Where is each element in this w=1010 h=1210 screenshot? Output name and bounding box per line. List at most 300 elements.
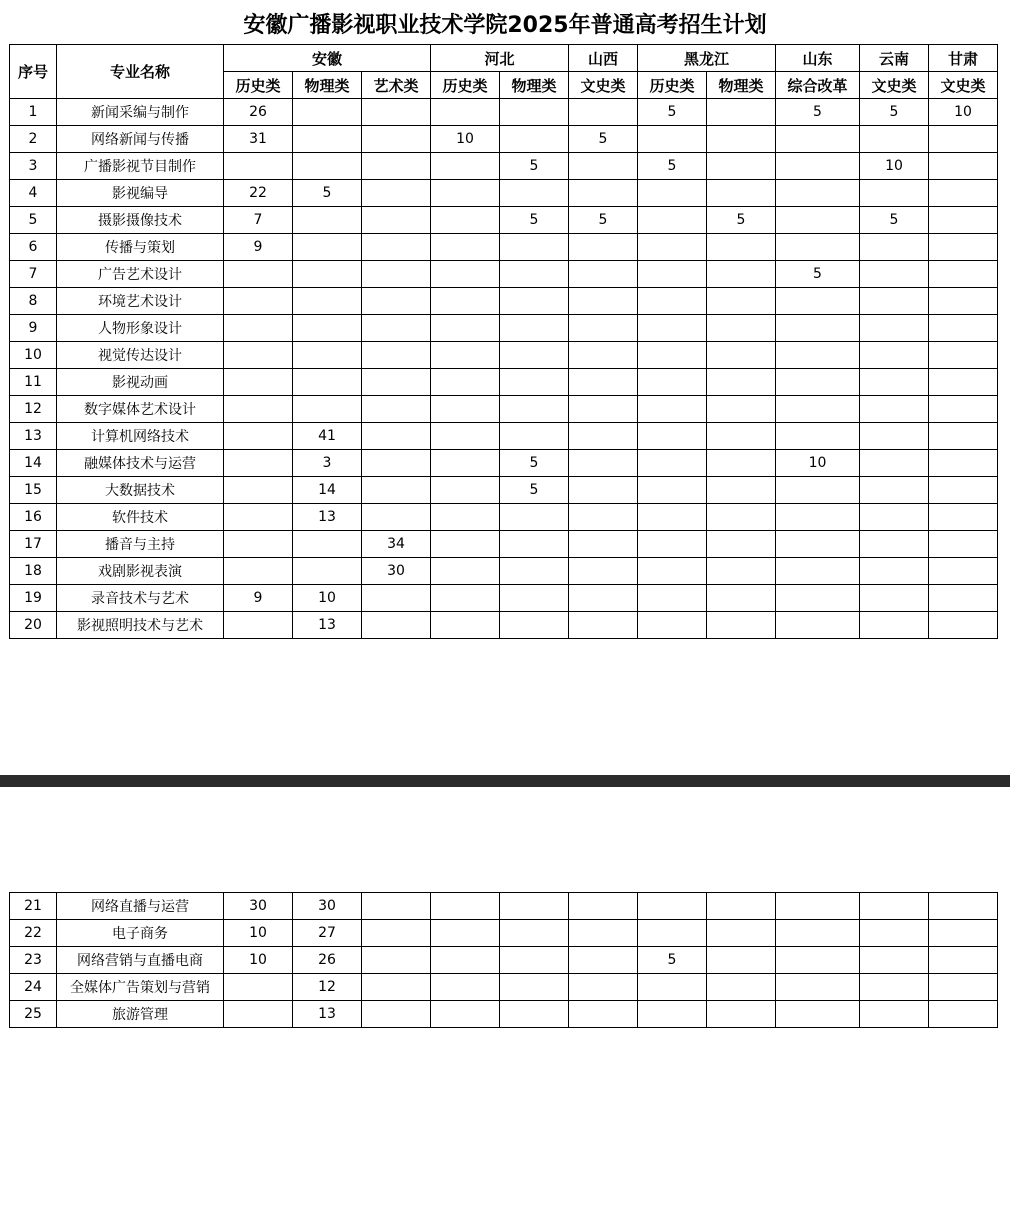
row-seq: 21 (10, 893, 57, 920)
row-quota (362, 947, 431, 974)
row-quota (707, 920, 776, 947)
row-seq: 5 (10, 207, 57, 234)
row-quota: 22 (224, 180, 293, 207)
header-category: 历史类 (431, 72, 500, 99)
row-quota (929, 1001, 998, 1028)
row-quota (707, 180, 776, 207)
row-quota (707, 423, 776, 450)
row-quota (500, 531, 569, 558)
row-quota (929, 423, 998, 450)
row-quota (638, 612, 707, 639)
row-seq: 12 (10, 396, 57, 423)
header-category: 文史类 (929, 72, 998, 99)
table-row (10, 531, 998, 558)
row-quota (362, 153, 431, 180)
table-row (10, 558, 998, 585)
table-row (10, 207, 998, 234)
row-seq: 9 (10, 315, 57, 342)
row-quota: 5 (638, 99, 707, 126)
row-quota (224, 974, 293, 1001)
row-quota (929, 504, 998, 531)
row-quota (500, 504, 569, 531)
row-quota: 5 (500, 477, 569, 504)
row-quota (431, 315, 500, 342)
row-quota: 30 (224, 893, 293, 920)
row-major: 传播与策划 (57, 234, 224, 261)
header-province: 甘肃 (929, 45, 998, 72)
row-quota (293, 531, 362, 558)
row-quota (293, 153, 362, 180)
row-seq: 11 (10, 369, 57, 396)
table-row (10, 180, 998, 207)
row-quota (362, 920, 431, 947)
row-quota (569, 893, 638, 920)
row-quota: 10 (776, 450, 860, 477)
row-quota (569, 974, 638, 1001)
row-quota: 5 (860, 207, 929, 234)
row-major: 播音与主持 (57, 531, 224, 558)
row-quota (638, 893, 707, 920)
row-major: 计算机网络技术 (57, 423, 224, 450)
row-quota (431, 180, 500, 207)
row-major: 摄影摄像技术 (57, 207, 224, 234)
row-seq: 4 (10, 180, 57, 207)
row-quota (362, 342, 431, 369)
row-major: 旅游管理 (57, 1001, 224, 1028)
table-row (10, 369, 998, 396)
row-quota (707, 153, 776, 180)
row-quota (776, 504, 860, 531)
header-category: 历史类 (638, 72, 707, 99)
row-quota (362, 126, 431, 153)
row-quota (638, 342, 707, 369)
row-quota: 13 (293, 1001, 362, 1028)
row-quota (569, 450, 638, 477)
row-quota (431, 396, 500, 423)
header-major: 专业名称 (57, 45, 224, 99)
table-row (10, 450, 998, 477)
row-quota (638, 369, 707, 396)
row-quota (431, 974, 500, 1001)
row-quota (569, 1001, 638, 1028)
row-quota (707, 1001, 776, 1028)
row-quota (431, 477, 500, 504)
row-quota: 5 (638, 153, 707, 180)
row-quota (569, 99, 638, 126)
row-quota (929, 207, 998, 234)
row-quota (638, 974, 707, 1001)
row-quota (929, 288, 998, 315)
row-quota (224, 288, 293, 315)
row-seq: 3 (10, 153, 57, 180)
row-quota (860, 531, 929, 558)
row-quota (431, 288, 500, 315)
page-divider (0, 775, 1010, 787)
row-quota (362, 315, 431, 342)
row-quota (224, 531, 293, 558)
row-quota (929, 612, 998, 639)
row-seq: 14 (10, 450, 57, 477)
enrollment-table (9, 44, 998, 639)
row-quota (293, 558, 362, 585)
row-quota: 14 (293, 477, 362, 504)
row-quota (431, 207, 500, 234)
row-major: 影视照明技术与艺术 (57, 612, 224, 639)
row-quota (224, 423, 293, 450)
row-quota: 5 (860, 99, 929, 126)
row-seq: 2 (10, 126, 57, 153)
row-quota: 34 (362, 531, 431, 558)
row-quota (500, 1001, 569, 1028)
row-quota (707, 974, 776, 1001)
row-quota: 5 (500, 207, 569, 234)
row-quota (707, 504, 776, 531)
row-quota (293, 234, 362, 261)
row-quota (500, 920, 569, 947)
row-quota (776, 893, 860, 920)
row-quota (638, 261, 707, 288)
row-quota: 13 (293, 504, 362, 531)
row-seq: 19 (10, 585, 57, 612)
row-quota (929, 531, 998, 558)
row-quota (638, 504, 707, 531)
row-quota (293, 261, 362, 288)
row-quota (224, 558, 293, 585)
row-quota (860, 1001, 929, 1028)
row-quota: 10 (224, 947, 293, 974)
row-quota (362, 99, 431, 126)
header-category: 文史类 (860, 72, 929, 99)
row-major: 软件技术 (57, 504, 224, 531)
row-seq: 8 (10, 288, 57, 315)
row-quota (362, 180, 431, 207)
header-category: 历史类 (224, 72, 293, 99)
table-row (10, 612, 998, 639)
row-quota (362, 288, 431, 315)
row-quota (707, 612, 776, 639)
enrollment-table-continued (9, 892, 998, 1028)
row-quota: 5 (293, 180, 362, 207)
row-major: 环境艺术设计 (57, 288, 224, 315)
row-quota (929, 893, 998, 920)
row-major: 影视动画 (57, 369, 224, 396)
row-quota (569, 369, 638, 396)
row-quota (362, 423, 431, 450)
row-quota (776, 207, 860, 234)
row-quota (500, 585, 569, 612)
row-quota (707, 477, 776, 504)
row-quota (431, 450, 500, 477)
header-province: 山东 (776, 45, 860, 72)
row-quota (776, 153, 860, 180)
row-quota: 27 (293, 920, 362, 947)
header-category: 艺术类 (362, 72, 431, 99)
row-quota (569, 315, 638, 342)
row-quota (431, 261, 500, 288)
row-seq: 16 (10, 504, 57, 531)
header-seq: 序号 (10, 45, 57, 99)
row-quota (860, 234, 929, 261)
row-quota (500, 396, 569, 423)
row-quota: 26 (224, 99, 293, 126)
row-quota: 5 (707, 207, 776, 234)
row-quota (707, 126, 776, 153)
row-quota (860, 920, 929, 947)
row-quota (569, 234, 638, 261)
row-seq: 22 (10, 920, 57, 947)
header-category: 物理类 (293, 72, 362, 99)
row-quota (776, 477, 860, 504)
row-quota: 5 (500, 450, 569, 477)
header-category: 文史类 (569, 72, 638, 99)
row-quota (224, 261, 293, 288)
row-quota (224, 396, 293, 423)
row-quota (569, 423, 638, 450)
row-quota (569, 585, 638, 612)
row-quota (431, 153, 500, 180)
row-quota: 10 (293, 585, 362, 612)
row-quota: 26 (293, 947, 362, 974)
row-quota (707, 893, 776, 920)
row-quota (929, 920, 998, 947)
row-quota (500, 126, 569, 153)
row-quota: 7 (224, 207, 293, 234)
row-quota (638, 477, 707, 504)
header-province: 黑龙江 (638, 45, 776, 72)
table-row (10, 234, 998, 261)
row-quota (929, 369, 998, 396)
table-row (10, 1001, 998, 1028)
row-quota (293, 396, 362, 423)
row-quota (929, 477, 998, 504)
row-quota (707, 99, 776, 126)
row-seq: 23 (10, 947, 57, 974)
row-quota (569, 947, 638, 974)
row-quota (776, 423, 860, 450)
row-quota (860, 612, 929, 639)
row-quota (860, 893, 929, 920)
row-quota (776, 396, 860, 423)
row-quota (293, 288, 362, 315)
row-quota (929, 974, 998, 1001)
row-quota (776, 974, 860, 1001)
row-quota (860, 261, 929, 288)
row-quota (569, 261, 638, 288)
row-quota (929, 585, 998, 612)
row-quota: 31 (224, 126, 293, 153)
row-quota (569, 612, 638, 639)
row-quota (929, 315, 998, 342)
row-quota: 30 (293, 893, 362, 920)
row-seq: 18 (10, 558, 57, 585)
row-quota (431, 504, 500, 531)
table-row (10, 261, 998, 288)
row-quota (569, 920, 638, 947)
row-quota (569, 558, 638, 585)
row-quota: 3 (293, 450, 362, 477)
row-seq: 20 (10, 612, 57, 639)
row-quota (569, 477, 638, 504)
row-quota (776, 288, 860, 315)
row-quota: 9 (224, 234, 293, 261)
row-quota (707, 450, 776, 477)
row-quota: 5 (569, 207, 638, 234)
row-quota (860, 288, 929, 315)
row-quota (224, 477, 293, 504)
row-quota (500, 612, 569, 639)
row-quota (929, 342, 998, 369)
row-seq: 7 (10, 261, 57, 288)
row-quota (860, 974, 929, 1001)
row-quota (707, 315, 776, 342)
row-quota (362, 1001, 431, 1028)
row-quota (431, 99, 500, 126)
row-quota (431, 234, 500, 261)
row-quota (431, 369, 500, 396)
row-quota (638, 450, 707, 477)
row-quota (362, 234, 431, 261)
row-quota (929, 234, 998, 261)
row-quota (707, 369, 776, 396)
row-quota (293, 342, 362, 369)
header-category: 综合改革 (776, 72, 860, 99)
row-quota (362, 612, 431, 639)
row-seq: 1 (10, 99, 57, 126)
row-quota (362, 974, 431, 1001)
table-row (10, 423, 998, 450)
row-quota (500, 369, 569, 396)
row-quota: 12 (293, 974, 362, 1001)
table-row (10, 396, 998, 423)
row-major: 全媒体广告策划与营销 (57, 974, 224, 1001)
row-quota (500, 234, 569, 261)
row-major: 人物形象设计 (57, 315, 224, 342)
row-quota (638, 288, 707, 315)
row-quota (860, 369, 929, 396)
row-quota (638, 531, 707, 558)
row-quota (929, 261, 998, 288)
row-quota (431, 612, 500, 639)
row-quota (362, 450, 431, 477)
row-quota (293, 126, 362, 153)
row-quota (638, 234, 707, 261)
row-quota (500, 315, 569, 342)
row-quota (707, 342, 776, 369)
row-major: 广播影视节目制作 (57, 153, 224, 180)
row-quota (638, 315, 707, 342)
row-quota (929, 396, 998, 423)
row-quota (431, 342, 500, 369)
row-quota (776, 1001, 860, 1028)
row-quota (707, 585, 776, 612)
row-quota (929, 126, 998, 153)
header-category: 物理类 (707, 72, 776, 99)
row-quota (569, 531, 638, 558)
row-quota (362, 585, 431, 612)
row-quota (776, 126, 860, 153)
row-quota (569, 396, 638, 423)
row-quota (638, 920, 707, 947)
table-row (10, 315, 998, 342)
row-quota (929, 450, 998, 477)
row-major: 数字媒体艺术设计 (57, 396, 224, 423)
table-row (10, 920, 998, 947)
row-seq: 10 (10, 342, 57, 369)
row-quota: 10 (929, 99, 998, 126)
row-quota: 10 (860, 153, 929, 180)
row-quota (500, 947, 569, 974)
row-quota (776, 342, 860, 369)
row-quota (569, 288, 638, 315)
row-quota (431, 920, 500, 947)
row-quota (431, 893, 500, 920)
row-major: 视觉传达设计 (57, 342, 224, 369)
row-quota (362, 261, 431, 288)
row-quota (776, 558, 860, 585)
row-quota (776, 585, 860, 612)
row-quota (638, 558, 707, 585)
row-quota (638, 423, 707, 450)
table-row (10, 947, 998, 974)
row-quota (860, 126, 929, 153)
header-province: 云南 (860, 45, 929, 72)
row-quota (224, 342, 293, 369)
row-quota (929, 947, 998, 974)
row-quota (431, 423, 500, 450)
row-quota (431, 585, 500, 612)
row-major: 新闻采编与制作 (57, 99, 224, 126)
header-province: 山西 (569, 45, 638, 72)
row-seq: 6 (10, 234, 57, 261)
table-row (10, 288, 998, 315)
row-quota (929, 153, 998, 180)
row-quota (362, 477, 431, 504)
row-quota (860, 504, 929, 531)
row-major: 网络新闻与传播 (57, 126, 224, 153)
row-quota (500, 261, 569, 288)
row-quota (776, 180, 860, 207)
row-quota (362, 396, 431, 423)
page-title: 安徽广播影视职业技术学院2025年普通高考招生计划 (243, 13, 767, 38)
row-quota (860, 396, 929, 423)
row-quota (860, 477, 929, 504)
row-seq: 15 (10, 477, 57, 504)
row-quota: 10 (431, 126, 500, 153)
header-category: 物理类 (500, 72, 569, 99)
table-row (10, 153, 998, 180)
row-quota (776, 315, 860, 342)
row-quota (860, 315, 929, 342)
row-quota (707, 396, 776, 423)
row-quota: 30 (362, 558, 431, 585)
table-row (10, 342, 998, 369)
row-quota (431, 558, 500, 585)
row-quota: 10 (224, 920, 293, 947)
row-quota (224, 315, 293, 342)
table-row (10, 126, 998, 153)
row-quota (569, 180, 638, 207)
row-quota: 41 (293, 423, 362, 450)
row-quota (638, 180, 707, 207)
row-quota (638, 585, 707, 612)
row-quota (224, 369, 293, 396)
row-seq: 13 (10, 423, 57, 450)
row-quota (707, 234, 776, 261)
row-quota (293, 207, 362, 234)
row-quota (362, 369, 431, 396)
header-province: 河北 (431, 45, 569, 72)
row-quota (776, 531, 860, 558)
